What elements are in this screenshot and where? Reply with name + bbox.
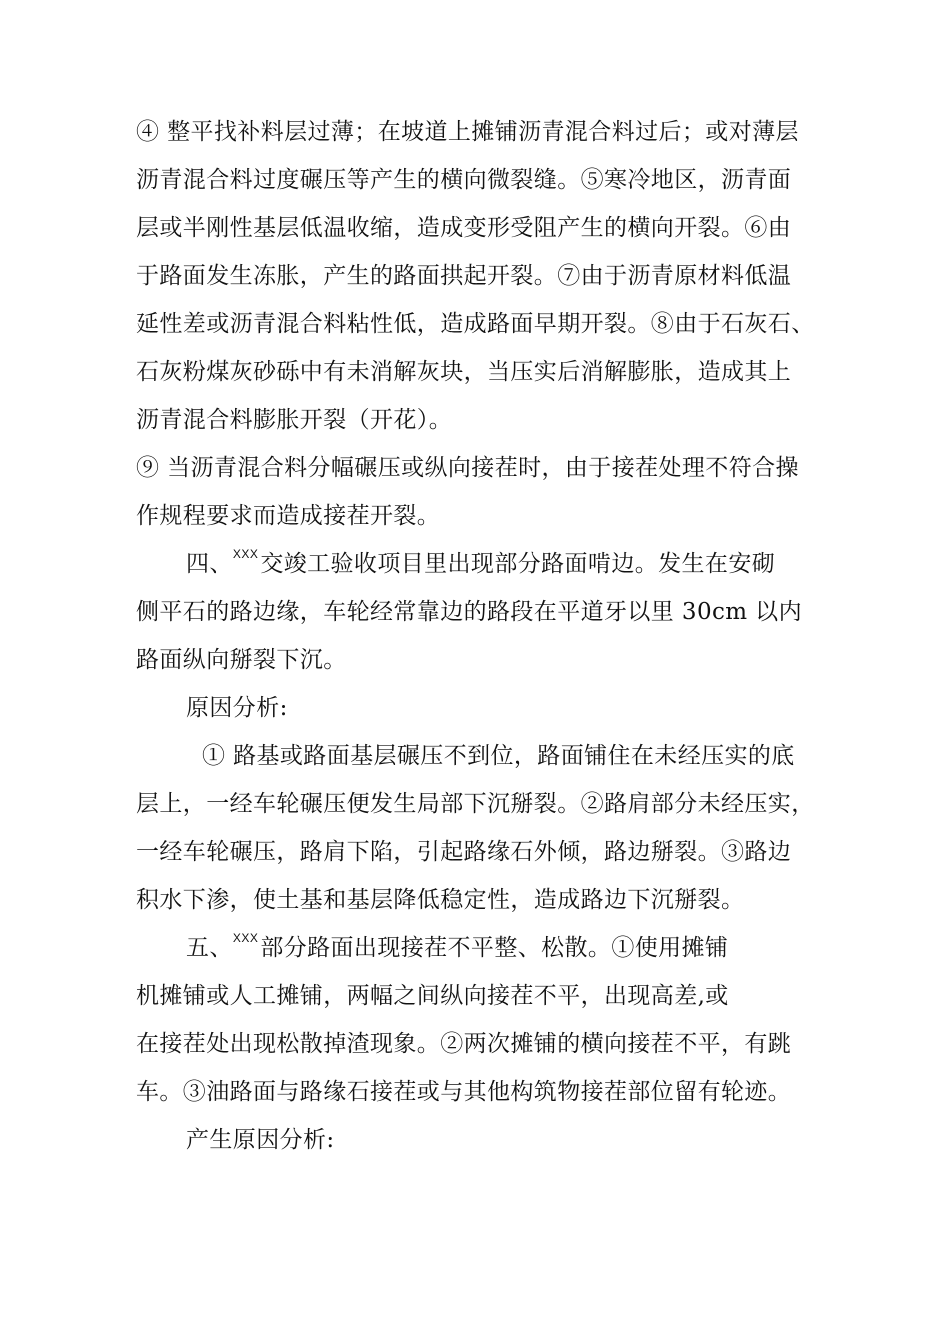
- paragraph-line: 沥青混合料过度碾压等产生的横向微裂缝。⑤寒冷地区，沥青面: [136, 167, 792, 193]
- paragraph-line: ④ 整平找补料层过薄；在坡道上摊铺沥青混合料过后；或对薄层: [136, 119, 799, 145]
- paragraph-line: 层或半刚性基层低温收缩，造成变形受阻产生的横向开裂。⑥由: [136, 215, 792, 241]
- paragraph-line: 于路面发生冻胀，产生的路面拱起开裂。⑦由于沥青原材料低温: [136, 263, 792, 289]
- cause-label: 原因分析:: [186, 695, 288, 721]
- section-four-text: 交竣工验收项目里出现部分路面啃边。发生在安砌: [260, 551, 776, 577]
- section-four-prefix: 四、: [186, 551, 233, 577]
- section-five-superscript: XXX: [232, 931, 259, 945]
- section-five-text: 部分路面出现接茬不平整、松散。①使用摊铺: [260, 935, 729, 961]
- paragraph-line: ① 路基或路面基层碾压不到位，路面铺住在未经压实的底: [202, 743, 795, 769]
- paragraph-line: 侧平石的路边缘，车轮经常靠边的路段在平道牙以里 30cm 以内: [136, 599, 802, 625]
- section-five-heading: [136, 924, 836, 972]
- paragraph-line: 层上，一经车轮碾压便发生局部下沉掰裂。②路肩部分未经压实，: [136, 791, 815, 817]
- paragraph-line: 机摊铺或人工摊铺，两幅之间纵向接茬不平，出现高差,或: [136, 983, 729, 1009]
- paragraph-line: 积水下渗，使土基和基层降低稳定性，造成路边下沉掰裂。: [136, 887, 745, 913]
- paragraph-line: 沥青混合料膨胀开裂（开花）。: [136, 407, 453, 433]
- cause-label-2: 产生原因分析:: [186, 1127, 335, 1153]
- document-body: [136, 108, 836, 1164]
- paragraph-line: 一经车轮碾压，路肩下陷，引起路缘石外倾，路边掰裂。③路边: [136, 839, 792, 865]
- paragraph-line: ⑨ 当沥青混合料分幅碾压或纵向接茬时，由于接茬处理不符合操: [136, 455, 799, 481]
- section-four-superscript: XXX: [232, 547, 259, 561]
- paragraph-line: 作规程要求而造成接茬开裂。: [136, 503, 441, 529]
- paragraph-line: 路面纵向掰裂下沉。: [136, 647, 347, 673]
- paragraph-line: 在接茬处出现松散掉渣现象。②两次摊铺的横向接茬不平，有跳: [136, 1031, 792, 1057]
- paragraph-line: 延性差或沥青混合料粘性低，造成路面早期开裂。⑧由于石灰石、: [136, 311, 815, 337]
- section-five-prefix: 五、: [186, 935, 233, 961]
- paragraph-line: 车。③油路面与路缘石接茬或与其他构筑物接茬部位留有轮迹。: [136, 1079, 792, 1105]
- section-four-heading: [136, 540, 836, 588]
- paragraph-line: 石灰粉煤灰砂砾中有未消解灰块，当压实后消解膨胀，造成其上: [136, 359, 792, 385]
